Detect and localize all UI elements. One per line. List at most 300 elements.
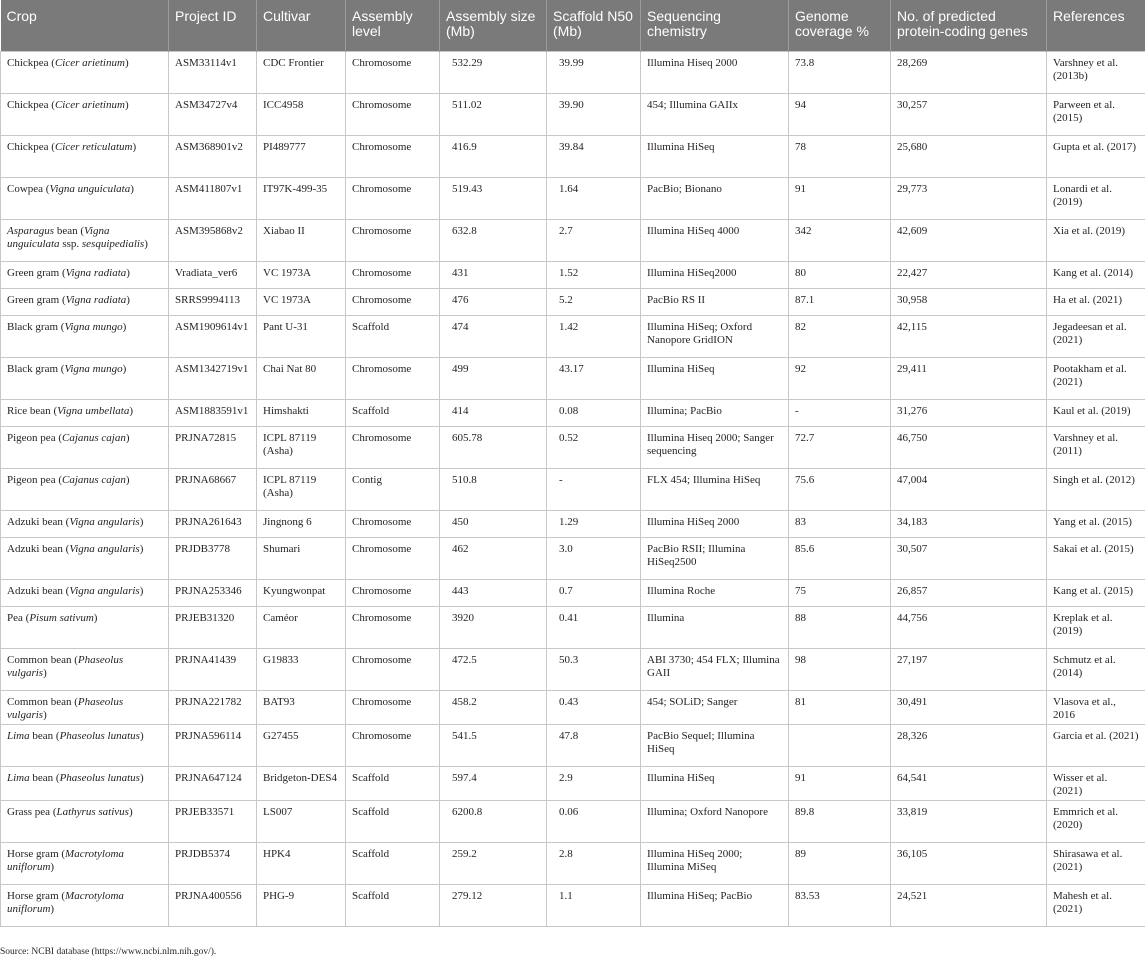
cell-scaffold-n50: 2.9 [547, 766, 641, 800]
cell-assembly-size: 472.5 [440, 648, 547, 690]
cell-sequencing-chemistry: Illumina [641, 606, 789, 648]
cell-project-id: PRJNA221782 [169, 690, 257, 724]
cell-protein-coding-genes: 30,491 [891, 690, 1047, 724]
cell-scaffold-n50: 0.41 [547, 606, 641, 648]
cell-crop: Green gram (Vigna radiata) [1, 261, 169, 288]
crop-common: Pigeon pea [7, 431, 56, 444]
cell-reference: Shirasawa et al. (2021) [1047, 842, 1145, 884]
cell-scaffold-n50: 1.42 [547, 315, 641, 357]
cell-assembly-level: Contig [346, 468, 440, 510]
cell-protein-coding-genes: 47,004 [891, 468, 1047, 510]
cell-crop: Black gram (Vigna mungo) [1, 357, 169, 399]
cell-cultivar: Jingnong 6 [257, 510, 346, 537]
cell-sequencing-chemistry: Illumina HiSeq 2000 [641, 510, 789, 537]
cell-assembly-size: 6200.8 [440, 800, 547, 842]
crop-common: Common bean [7, 653, 72, 666]
cell-genome-coverage: 89 [789, 842, 891, 884]
table-row [1, 724, 1145, 766]
cell-cultivar: VC 1973A [257, 261, 346, 288]
cell-protein-coding-genes: 28,326 [891, 724, 1047, 766]
table-row [1, 648, 1145, 690]
cell-protein-coding-genes: 30,958 [891, 288, 1047, 315]
cell-genome-coverage: 89.8 [789, 800, 891, 842]
table-row [1, 399, 1145, 426]
cell-scaffold-n50: 50.3 [547, 648, 641, 690]
cell-cultivar: BAT93 [257, 690, 346, 724]
crop-species: Macrotyloma uniflorum [7, 889, 124, 915]
cell-genome-coverage: 87.1 [789, 288, 891, 315]
cell-assembly-level: Chromosome [346, 648, 440, 690]
cell-assembly-level: Chromosome [346, 426, 440, 468]
cell-crop: Common bean (Phaseolus vulgaris) [1, 690, 169, 724]
cell-assembly-level: Chromosome [346, 51, 440, 93]
cell-protein-coding-genes: 46,750 [891, 426, 1047, 468]
col-header-assembly-level: Assembly level [346, 0, 440, 51]
cell-crop: Pea (Pisum sativum) [1, 606, 169, 648]
cell-cultivar: G19833 [257, 648, 346, 690]
cell-sequencing-chemistry: Illumina; PacBio [641, 399, 789, 426]
cell-reference: Mahesh et al. (2021) [1047, 884, 1145, 926]
table-row [1, 510, 1145, 537]
source-link[interactable]: https://www.ncbi.nlm.nih.gov/ [94, 947, 211, 957]
cell-assembly-level: Chromosome [346, 261, 440, 288]
cell-crop: Horse gram (Macrotyloma uniflorum) [1, 884, 169, 926]
cell-sequencing-chemistry: FLX 454; Illumina HiSeq [641, 468, 789, 510]
table-row [1, 606, 1145, 648]
table-row [1, 690, 1145, 724]
cell-reference: Jegadeesan et al. (2021) [1047, 315, 1145, 357]
crop-species: Vigna angularis [69, 542, 140, 555]
cell-cultivar: PI489777 [257, 135, 346, 177]
crop-common: Horse gram [7, 847, 59, 860]
cell-protein-coding-genes: 28,269 [891, 51, 1047, 93]
col-header-project-id: Project ID [169, 0, 257, 51]
cell-scaffold-n50: 1.52 [547, 261, 641, 288]
cell-assembly-level: Scaffold [346, 800, 440, 842]
cell-assembly-level: Scaffold [346, 315, 440, 357]
crop-species: Phaseolus vulgaris [7, 653, 124, 679]
cell-sequencing-chemistry: Illumina Hiseq 2000 [641, 51, 789, 93]
cell-reference: Singh et al. (2012) [1047, 468, 1145, 510]
crop-common: Adzuki bean [7, 584, 63, 597]
cell-genome-coverage: 83.53 [789, 884, 891, 926]
cell-project-id: PRJNA253346 [169, 579, 257, 606]
table-row [1, 288, 1145, 315]
table-row [1, 219, 1145, 261]
crop-common: Chickpea [7, 56, 49, 69]
table-row [1, 842, 1145, 884]
crop-species: Vigna mungo [64, 362, 123, 375]
cell-protein-coding-genes: 31,276 [891, 399, 1047, 426]
col-header-scaffold-n50: Scaffold N50 (Mb) [547, 0, 641, 51]
table-header-row [1, 0, 1145, 51]
cell-project-id: PRJDB5374 [169, 842, 257, 884]
crop-common-rest: bean [54, 224, 78, 237]
cell-reference: Kang et al. (2015) [1047, 579, 1145, 606]
col-header-assembly-size: Assembly size (Mb) [440, 0, 547, 51]
cell-project-id: PRJNA647124 [169, 766, 257, 800]
cell-scaffold-n50: 0.08 [547, 399, 641, 426]
crop-subspecies: sesquipedialis [81, 237, 145, 250]
cell-protein-coding-genes: 36,105 [891, 842, 1047, 884]
crop-species: Cicer arietinum [54, 98, 125, 111]
cell-project-id: ASM1883591v1 [169, 399, 257, 426]
crop-common-lead: Asparagus [7, 224, 55, 237]
cell-cultivar: Caméor [257, 606, 346, 648]
cell-reference: Gupta et al. (2017) [1047, 135, 1145, 177]
cell-project-id: SRRS9994113 [169, 288, 257, 315]
cell-cultivar: LS007 [257, 800, 346, 842]
crop-common: Black gram [7, 320, 59, 333]
cell-crop: Pigeon pea (Cajanus cajan) [1, 426, 169, 468]
cell-assembly-level: Chromosome [346, 219, 440, 261]
cell-cultivar: VC 1973A [257, 288, 346, 315]
cell-sequencing-chemistry: Illumina HiSeq [641, 766, 789, 800]
crop-species: Lathyrus sativus [56, 805, 129, 818]
crop-ssp: ssp. [59, 237, 82, 250]
cell-cultivar: Shumari [257, 537, 346, 579]
crop-species: Vigna mungo [64, 320, 123, 333]
cell-sequencing-chemistry: 454; SOLiD; Sanger [641, 690, 789, 724]
crop-common: Green gram [7, 266, 60, 279]
col-header-sequencing-chemistry: Sequencing chemistry [641, 0, 789, 51]
cell-reference: Ha et al. (2021) [1047, 288, 1145, 315]
cell-project-id: ASM1909614v1 [169, 315, 257, 357]
table-row [1, 177, 1145, 219]
cell-scaffold-n50: 0.7 [547, 579, 641, 606]
cell-reference: Kreplak et al. (2019) [1047, 606, 1145, 648]
cell-scaffold-n50: 5.2 [547, 288, 641, 315]
cell-genome-coverage: 82 [789, 315, 891, 357]
cell-cultivar: ICC4958 [257, 93, 346, 135]
col-header-protein-coding-genes: No. of predicted protein-coding genes [891, 0, 1047, 51]
cell-reference: Kang et al. (2014) [1047, 261, 1145, 288]
cell-assembly-level: Scaffold [346, 842, 440, 884]
table-row [1, 537, 1145, 579]
cell-scaffold-n50: 47.8 [547, 724, 641, 766]
crop-common-lead: Lima [7, 771, 30, 784]
cell-assembly-size: 510.8 [440, 468, 547, 510]
cell-project-id: PRJNA596114 [169, 724, 257, 766]
crop-common-lead: Lima [7, 729, 30, 742]
cell-assembly-size: 532.29 [440, 51, 547, 93]
crop-common: Chickpea [7, 98, 49, 111]
crop-species: Vigna umbellata [57, 404, 130, 417]
table-row [1, 51, 1145, 93]
cell-project-id: PRJNA400556 [169, 884, 257, 926]
table-row [1, 93, 1145, 135]
cell-genome-coverage [789, 724, 891, 766]
cell-assembly-level: Chromosome [346, 288, 440, 315]
cell-protein-coding-genes: 34,183 [891, 510, 1047, 537]
cell-crop: Green gram (Vigna radiata) [1, 288, 169, 315]
cell-assembly-level: Scaffold [346, 766, 440, 800]
cell-genome-coverage: 73.8 [789, 51, 891, 93]
cell-cultivar: Xiabao II [257, 219, 346, 261]
crop-species: Cicer arietinum [54, 56, 125, 69]
table-row [1, 426, 1145, 468]
cell-sequencing-chemistry: Illumina HiSeq [641, 135, 789, 177]
cell-genome-coverage: 91 [789, 177, 891, 219]
cell-scaffold-n50: 0.06 [547, 800, 641, 842]
crop-species: Cicer reticulatum [54, 140, 133, 153]
cell-assembly-level: Scaffold [346, 884, 440, 926]
cell-reference: Varshney et al. (2013b) [1047, 51, 1145, 93]
cell-genome-coverage: 94 [789, 93, 891, 135]
cell-scaffold-n50: 39.99 [547, 51, 641, 93]
cell-project-id: ASM33114v1 [169, 51, 257, 93]
crop-common: Pigeon pea [7, 473, 56, 486]
table-row [1, 766, 1145, 800]
cell-sequencing-chemistry: Illumina HiSeq 4000 [641, 219, 789, 261]
cell-assembly-size: 443 [440, 579, 547, 606]
cell-assembly-level: Chromosome [346, 510, 440, 537]
cell-crop: Chickpea (Cicer reticulatum) [1, 135, 169, 177]
cell-project-id: PRJEB33571 [169, 800, 257, 842]
cell-crop: Lima bean (Phaseolus lunatus) [1, 724, 169, 766]
crop-species: Phaseolus lunatus [59, 771, 140, 784]
cell-genome-coverage: 98 [789, 648, 891, 690]
cell-protein-coding-genes: 42,609 [891, 219, 1047, 261]
cell-protein-coding-genes: 42,115 [891, 315, 1047, 357]
cell-reference: Schmutz et al. (2014) [1047, 648, 1145, 690]
cell-project-id: ASM368901v2 [169, 135, 257, 177]
crop-common: Pea [7, 611, 23, 624]
cell-reference: Pootakham et al. (2021) [1047, 357, 1145, 399]
cell-assembly-size: 414 [440, 399, 547, 426]
cell-reference: Parween et al. (2015) [1047, 93, 1145, 135]
cell-cultivar: Bridgeton-DES4 [257, 766, 346, 800]
cell-assembly-size: 450 [440, 510, 547, 537]
cell-sequencing-chemistry: PacBio Sequel; Illumina HiSeq [641, 724, 789, 766]
cell-protein-coding-genes: 33,819 [891, 800, 1047, 842]
cell-assembly-size: 279.12 [440, 884, 547, 926]
cell-crop: Common bean (Phaseolus vulgaris) [1, 648, 169, 690]
cell-cultivar: PHG-9 [257, 884, 346, 926]
cell-project-id: PRJNA41439 [169, 648, 257, 690]
cell-crop: Rice bean (Vigna umbellata) [1, 399, 169, 426]
cell-genome-coverage: 75.6 [789, 468, 891, 510]
crop-species: Cajanus cajan [62, 431, 126, 444]
cell-scaffold-n50: 43.17 [547, 357, 641, 399]
cell-sequencing-chemistry: Illumina Roche [641, 579, 789, 606]
cell-project-id: ASM395868v2 [169, 219, 257, 261]
cell-reference: Lonardi et al. (2019) [1047, 177, 1145, 219]
cell-reference: Emmrich et al. (2020) [1047, 800, 1145, 842]
cell-protein-coding-genes: 27,197 [891, 648, 1047, 690]
cell-assembly-level: Chromosome [346, 135, 440, 177]
cell-genome-coverage: 81 [789, 690, 891, 724]
cell-sequencing-chemistry: ABI 3730; 454 FLX; Illumina GAII [641, 648, 789, 690]
table-row [1, 884, 1145, 926]
cell-assembly-size: 597.4 [440, 766, 547, 800]
cell-sequencing-chemistry: Illumina HiSeq; Oxford Nanopore GridION [641, 315, 789, 357]
col-header-cultivar: Cultivar [257, 0, 346, 51]
crop-common-rest: bean [29, 729, 54, 742]
cell-project-id: PRJNA261643 [169, 510, 257, 537]
cell-genome-coverage: 88 [789, 606, 891, 648]
cell-project-id: PRJEB31320 [169, 606, 257, 648]
cell-sequencing-chemistry: PacBio; Bionano [641, 177, 789, 219]
source-suffix: ). [210, 947, 217, 957]
cell-assembly-size: 632.8 [440, 219, 547, 261]
cell-reference: Vlasova et al., 2016 [1047, 690, 1145, 724]
cell-genome-coverage: 342 [789, 219, 891, 261]
cell-scaffold-n50: 0.52 [547, 426, 641, 468]
crop-common: Green gram [7, 293, 60, 306]
cell-reference: Kaul et al. (2019) [1047, 399, 1145, 426]
cell-crop: Black gram (Vigna mungo) [1, 315, 169, 357]
cell-scaffold-n50: 0.43 [547, 690, 641, 724]
table-row [1, 135, 1145, 177]
cell-crop: Horse gram (Macrotyloma uniflorum) [1, 842, 169, 884]
crop-species: Vigna unguiculata [49, 182, 131, 195]
cell-crop: Cowpea (Vigna unguiculata) [1, 177, 169, 219]
col-header-crop: Crop [1, 0, 169, 51]
crop-species: Phaseolus lunatus [59, 729, 140, 742]
cell-cultivar: ICPL 87119 (Asha) [257, 426, 346, 468]
cell-crop: Grass pea (Lathyrus sativus) [1, 800, 169, 842]
cell-crop: Chickpea (Cicer arietinum) [1, 51, 169, 93]
cell-assembly-size: 519.43 [440, 177, 547, 219]
cell-cultivar: Pant U-31 [257, 315, 346, 357]
cell-protein-coding-genes: 25,680 [891, 135, 1047, 177]
cell-assembly-size: 605.78 [440, 426, 547, 468]
cell-protein-coding-genes: 30,257 [891, 93, 1047, 135]
cell-protein-coding-genes: 22,427 [891, 261, 1047, 288]
table-row [1, 800, 1145, 842]
cell-assembly-size: 511.02 [440, 93, 547, 135]
crop-common: Grass pea [7, 805, 51, 818]
cell-assembly-level: Chromosome [346, 357, 440, 399]
cell-genome-coverage: 80 [789, 261, 891, 288]
crop-common: Rice bean [7, 404, 51, 417]
crop-species: Macrotyloma uniflorum [7, 847, 124, 873]
crop-common: Adzuki bean [7, 515, 63, 528]
cell-scaffold-n50: 2.7 [547, 219, 641, 261]
cell-genome-coverage: 72.7 [789, 426, 891, 468]
cell-protein-coding-genes: 30,507 [891, 537, 1047, 579]
cell-assembly-level: Chromosome [346, 690, 440, 724]
table-row [1, 357, 1145, 399]
cell-crop: Chickpea (Cicer arietinum) [1, 93, 169, 135]
crop-species: Vigna radiata [65, 266, 127, 279]
cell-assembly-size: 458.2 [440, 690, 547, 724]
cell-protein-coding-genes: 64,541 [891, 766, 1047, 800]
cell-crop: Adzuki bean (Vigna angularis) [1, 579, 169, 606]
crop-common: Black gram [7, 362, 59, 375]
cell-genome-coverage: 83 [789, 510, 891, 537]
cell-assembly-level: Chromosome [346, 93, 440, 135]
cell-scaffold-n50: 2.8 [547, 842, 641, 884]
cell-cultivar: G27455 [257, 724, 346, 766]
table-row [1, 315, 1145, 357]
cell-cultivar: Kyungwonpat [257, 579, 346, 606]
cell-reference: Sakai et al. (2015) [1047, 537, 1145, 579]
cell-scaffold-n50: 39.90 [547, 93, 641, 135]
cell-crop: Adzuki bean (Vigna angularis) [1, 537, 169, 579]
crop-species: Vigna angularis [69, 584, 140, 597]
cell-protein-coding-genes: 29,411 [891, 357, 1047, 399]
cell-assembly-level: Chromosome [346, 177, 440, 219]
cell-cultivar: HPK4 [257, 842, 346, 884]
crop-species: Cajanus cajan [62, 473, 126, 486]
cell-scaffold-n50: - [547, 468, 641, 510]
cell-scaffold-n50: 1.1 [547, 884, 641, 926]
cell-assembly-level: Chromosome [346, 579, 440, 606]
crop-species: Pisum sativum [29, 611, 94, 624]
cell-sequencing-chemistry: Illumina HiSeq 2000; Illumina MiSeq [641, 842, 789, 884]
cell-cultivar: CDC Frontier [257, 51, 346, 93]
crop-common-rest: bean [29, 771, 54, 784]
cell-scaffold-n50: 1.64 [547, 177, 641, 219]
table-row [1, 579, 1145, 606]
cell-scaffold-n50: 3.0 [547, 537, 641, 579]
col-header-references: References [1047, 0, 1145, 51]
crop-common: Horse gram [7, 889, 59, 902]
cell-protein-coding-genes: 29,773 [891, 177, 1047, 219]
cell-cultivar: Himshakti [257, 399, 346, 426]
cell-sequencing-chemistry: Illumina Hiseq 2000; Sanger sequencing [641, 426, 789, 468]
crop-common: Common bean [7, 695, 72, 708]
cell-reference: Wisser et al. (2021) [1047, 766, 1145, 800]
cell-project-id: ASM34727v4 [169, 93, 257, 135]
cell-assembly-level: Scaffold [346, 399, 440, 426]
cell-protein-coding-genes: 24,521 [891, 884, 1047, 926]
crop-species: Vigna unguiculata [7, 224, 110, 250]
cell-genome-coverage: 92 [789, 357, 891, 399]
cell-assembly-size: 541.5 [440, 724, 547, 766]
cell-genome-coverage: 78 [789, 135, 891, 177]
cell-genome-coverage: 91 [789, 766, 891, 800]
cell-sequencing-chemistry: PacBio RS II [641, 288, 789, 315]
cell-assembly-size: 431 [440, 261, 547, 288]
cell-assembly-size: 416.9 [440, 135, 547, 177]
cell-genome-coverage: 75 [789, 579, 891, 606]
crop-common: Cowpea [7, 182, 44, 195]
cell-scaffold-n50: 39.84 [547, 135, 641, 177]
table-row [1, 468, 1145, 510]
cell-project-id: Vradiata_ver6 [169, 261, 257, 288]
cell-cultivar: Chai Nat 80 [257, 357, 346, 399]
cell-crop: Adzuki bean (Vigna angularis) [1, 510, 169, 537]
cell-assembly-size: 476 [440, 288, 547, 315]
crop-common: Chickpea [7, 140, 49, 153]
crop-common: Adzuki bean [7, 542, 63, 555]
cell-project-id: PRJNA72815 [169, 426, 257, 468]
cell-reference: Yang et al. (2015) [1047, 510, 1145, 537]
cell-project-id: ASM1342719v1 [169, 357, 257, 399]
cell-sequencing-chemistry: PacBio RSII; Illumina HiSeq2500 [641, 537, 789, 579]
crop-species: Vigna angularis [69, 515, 140, 528]
cell-cultivar: ICPL 87119 (Asha) [257, 468, 346, 510]
cell-protein-coding-genes: 26,857 [891, 579, 1047, 606]
col-header-genome-coverage: Genome coverage % [789, 0, 891, 51]
cell-reference: Garcia et al. (2021) [1047, 724, 1145, 766]
cell-protein-coding-genes: 44,756 [891, 606, 1047, 648]
cell-crop: Pigeon pea (Cajanus cajan) [1, 468, 169, 510]
cell-sequencing-chemistry: Illumina HiSeq; PacBio [641, 884, 789, 926]
cell-assembly-level: Chromosome [346, 606, 440, 648]
cell-reference: Xia et al. (2019) [1047, 219, 1145, 261]
crop-species: Phaseolus vulgaris [7, 695, 124, 721]
cell-project-id: PRJNA68667 [169, 468, 257, 510]
table-body [1, 51, 1145, 926]
cell-assembly-size: 462 [440, 537, 547, 579]
cell-assembly-size: 3920 [440, 606, 547, 648]
source-note [0, 946, 216, 958]
cell-crop: Asparagus bean (Vigna unguiculata ssp. sesquipedialis) [1, 219, 169, 261]
